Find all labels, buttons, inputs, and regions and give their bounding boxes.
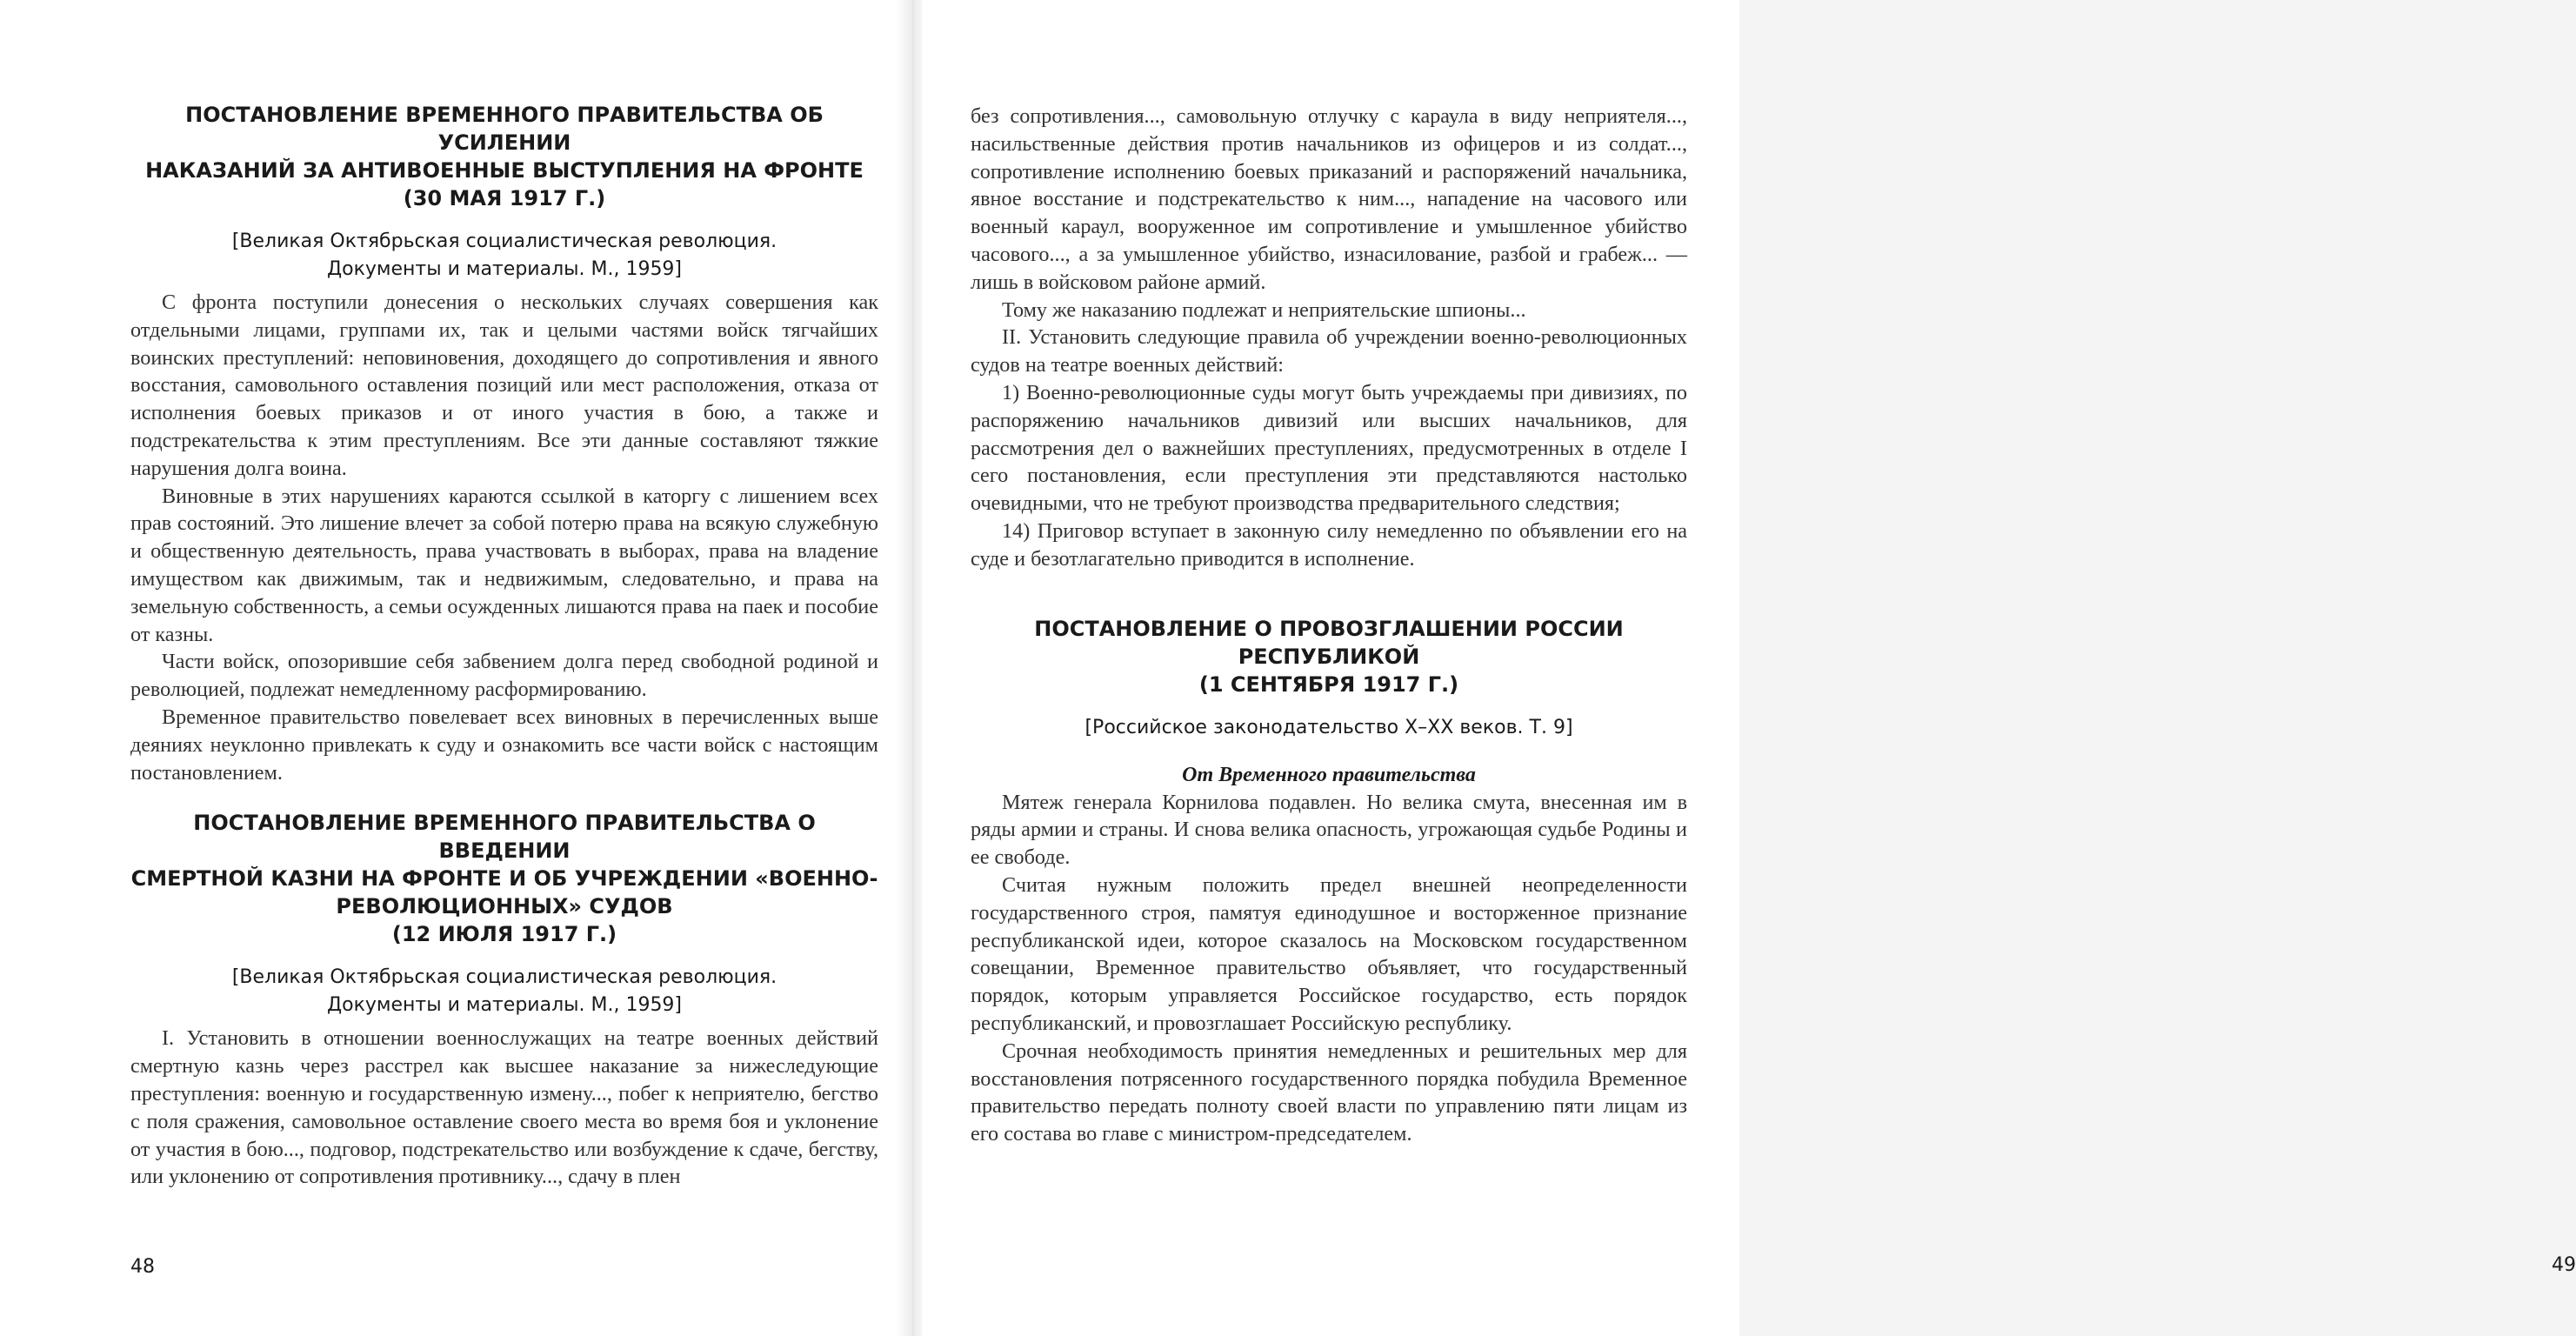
paragraph: II. Установить следующие правила об учреждении военно-революционных судов на театре военных действий:: [971, 325, 1687, 377]
paragraph: 14) Приговор вступает в законную силу немедленно по объявлении его на суде и безотлагательно приводится в исполнение.: [971, 518, 1687, 571]
paragraph: Считая нужным положить предел внешней неопределенности государственного строя, памятуя единодушное и восторженное признание республиканской идеи, которое сказалось на Московском государственном совещании, Временное правительство объявляет, что государственный порядок, которым управляется Российское государство, есть порядок республиканский, и провозглашает Российскую республику.: [971, 872, 1687, 1035]
section-3-subheading: От Временного правительства: [1182, 763, 1476, 786]
paragraph: С фронта поступили донесения о нескольких случаях совершения как отдельными лицами, группами их, так и целыми частями войск тягчайших воинских преступлений: неповиновения, доходящего до сопротивления и явного восстания, самовольного оставления позиций или мест расположения, отказа от исполнения боевых приказов и от иного участия в бою, а также и подстрекательства к этим преступлениям. Все эти данные составляют тяжкие нарушения долга воина.: [130, 291, 878, 480]
paragraph: 1) Военно-революционные суды могут быть учреждаемы при дивизиях, по распоряжению начальников дивизий или высших начальников, для рассмотрения дел о важнейших преступлениях, предусмотренных в отделе I сего постановления, если преступления эти представляются настолько очевидными, что не требуют производства предварительного следствия;: [971, 380, 1687, 516]
paragraph: без сопротивления..., самовольную отлучку с караула в виду неприятеля..., насильственные действия против начальников из офицеров и из солдат..., сопротивление исполнению боевых приказаний и распоряжений начальника, явное восстание и подстрекательство к ним..., нападение на часового или военный караул, вооруженное им сопротивление и умышленное убийство часового..., а за умышленное убийство, изнасилование, разбой и грабеж... — лишь в войсковом районе армий.: [971, 104, 1687, 294]
section-2: [130, 809, 878, 1191]
section-1-title: ПОСТАНОВЛЕНИЕ ВРЕМЕННОГО ПРАВИТЕЛЬСТВА ОБ УСИЛЕНИИ НАКАЗАНИЙ ЗА АНТИВОЕННЫЕ ВЫСТУПЛЕНИЯ НА ФРОНТЕ (30 МАЯ 1917 Г.): [145, 103, 864, 210]
paragraph: I. Установить в отношении военнослужащих на театре военных действий смертную казнь через расстрел как высшее наказание за нижеследующие преступления: военную и государственную измену..., побег к неприятелю, бегство с поля сражения, самовольное оставление своего места во время боя и уклонение от участия в бою..., подговор, подстрекательство или возбуждение к сдаче, бегству, или уклонению от сопротивления противнику..., сдачу в плен: [130, 1026, 878, 1189]
paragraph: Срочная необходимость принятия немедленных и решительных мер для восстановления потрясенного государственного порядка побудила Временное правительство передать полноту своей власти по управлению пяти лицам из его состава во главе с министром-председателем.: [971, 1039, 1687, 1146]
paragraph: Временное правительство повелевает всех виновных в перечисленных выше деяниях неуклонно привлекать к суду и ознакомить все части войск с настоящим постановлением.: [130, 705, 878, 785]
section-2-title: ПОСТАНОВЛЕНИЕ ВРЕМЕННОГО ПРАВИТЕЛЬСТВА О ВВЕДЕНИИ СМЕРТНОЙ КАЗНИ НА ФРОНТЕ И ОБ УЧРЕЖДЕНИИ «ВОЕННО- РЕВОЛЮЦИОННЫХ» СУДОВ (12 ИЮЛЯ 1917 Г.): [130, 811, 878, 947]
left-page: [0, 0, 904, 1336]
page-number-right: 49: [2552, 1254, 2576, 1276]
paragraph: Тому же наказанию подлежат и неприятельские шпионы...: [1002, 297, 1526, 322]
section-3-source: [Российское законодательство X–XX веков. Т. 9]: [1084, 716, 1573, 738]
section-2-source: [Великая Октябрьская социалистическая революция. Документы и материалы. М., 1959]: [231, 966, 777, 1017]
section-1: [130, 101, 878, 786]
section-3: [971, 615, 1687, 1148]
section-1-source: [Великая Октябрьская социалистическая революция. Документы и материалы. М., 1959]: [231, 230, 777, 280]
paragraph: Части войск, опозорившие себя забвением долга перед свободной родиной и революцией, подлежат немедленному расформированию.: [130, 650, 878, 702]
page-number-left: 48: [130, 1256, 155, 1278]
right-page: [922, 0, 2576, 1336]
paragraph: Мятеж генерала Корнилова подавлен. Но велика смута, внесенная им в ряды армии и страны. И снова велика опасность, угрожающая судьбе Родины и ее свободе.: [971, 790, 1687, 870]
section-3-title: ПОСТАНОВЛЕНИЕ О ПРОВОЗГЛАШЕНИИ РОССИИ РЕСПУБЛИКОЙ (1 СЕНТЯБРЯ 1917 Г.): [1034, 616, 1624, 697]
paragraph: Виновные в этих нарушениях караются ссылкой в каторгу с лишением всех прав состояний. Это лишение влечет за собой потерю права на всякую служебную и общественную деятельность, права участвовать в выборах, права на владение имуществом как движимым, так и недвижимым, следовательно, и права на земельную собственность, а семьи осужденных лишаются права на паек и пособие от казны.: [130, 484, 878, 646]
section-2-continuation: [971, 103, 1687, 573]
